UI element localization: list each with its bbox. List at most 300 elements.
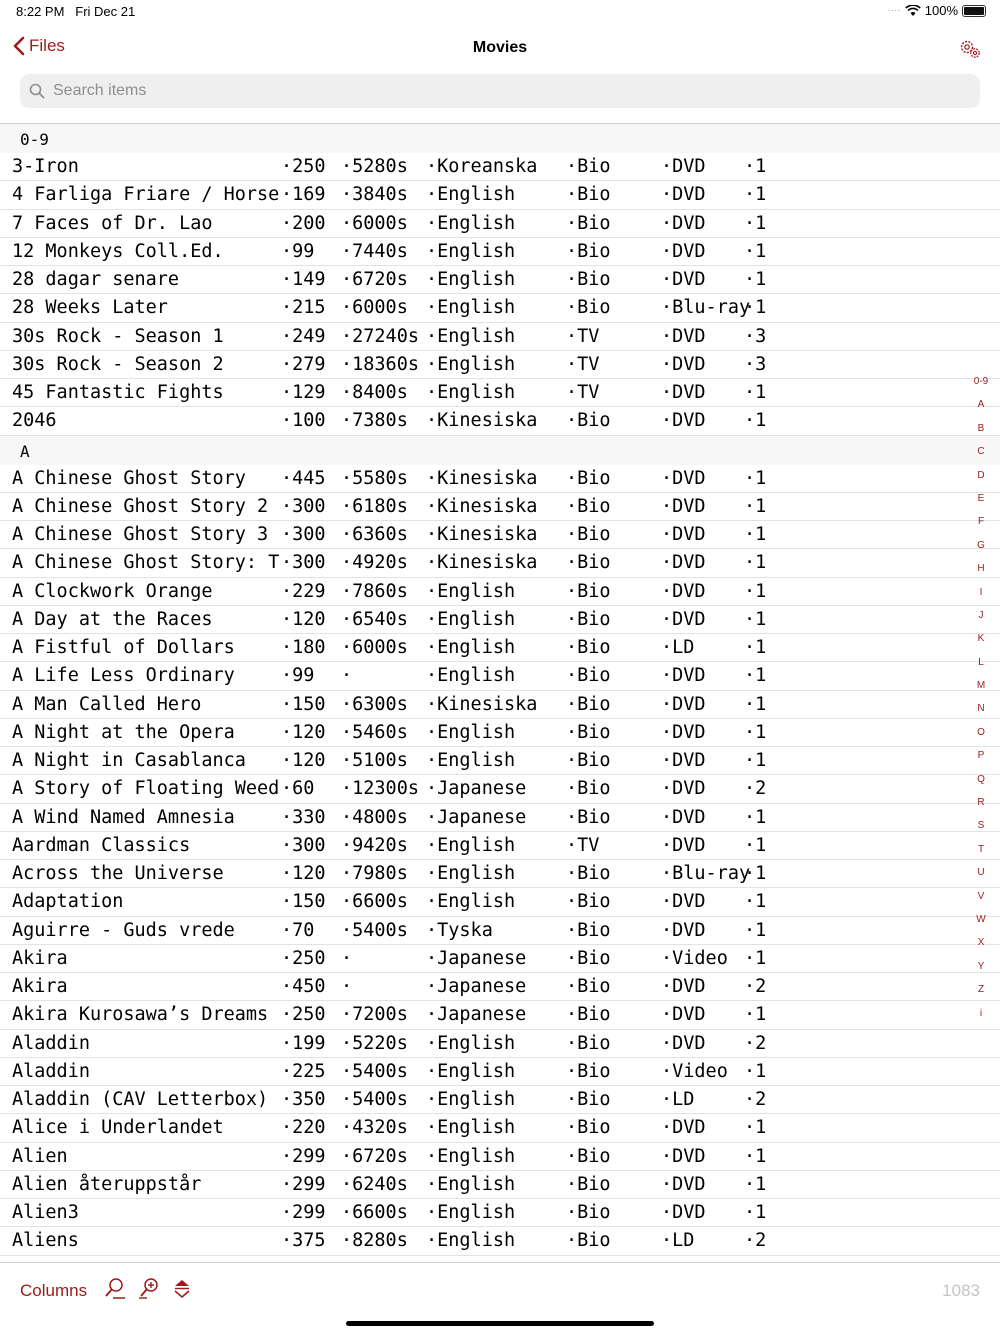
cell-length: ·8400s (341, 382, 408, 403)
cell-title: 2046 (12, 410, 57, 432)
cell-count: ·1 (744, 834, 767, 856)
cell-category: ·Bio (566, 693, 611, 715)
index-letter[interactable]: D (977, 469, 985, 481)
cell-language: ·English (426, 1173, 516, 1195)
cell-language: ·English (426, 665, 516, 687)
cell-count: ·1 (744, 693, 767, 715)
cell-category: ·Bio (566, 1117, 611, 1139)
cell-category: ·Bio (566, 580, 611, 602)
wifi-icon (905, 5, 921, 17)
cell-title: Akira Kurosawa’s Dreams (12, 1004, 269, 1026)
cell-price: ·225 (281, 1060, 326, 1082)
list-item[interactable] (0, 1001, 1000, 1029)
list-item[interactable] (0, 662, 1000, 690)
cell-count: ·1 (744, 382, 767, 403)
index-letter[interactable]: P (977, 750, 985, 762)
list-item[interactable] (0, 323, 1000, 351)
cell-category: ·Bio (566, 976, 611, 997)
list-item[interactable] (0, 407, 1000, 435)
cell-price: ·229 (281, 580, 326, 602)
cell-price: ·250 (281, 947, 326, 969)
cell-category: ·Bio (566, 665, 611, 687)
cell-format: ·DVD (661, 1004, 706, 1026)
index-letter[interactable]: Y (977, 960, 985, 972)
cell-title: Alien3 (12, 1202, 79, 1223)
cell-category: ·Bio (566, 750, 611, 771)
cell-count: ·2 (744, 1230, 767, 1252)
cell-format: ·DVD (661, 382, 706, 403)
cell-price: ·375 (281, 1230, 326, 1252)
cell-language: ·English (426, 382, 516, 403)
cell-format: ·DVD (661, 1173, 706, 1195)
cell-title: Aladdin (12, 1032, 90, 1054)
cell-language: ·English (426, 863, 516, 884)
cell-count: ·1 (744, 608, 767, 630)
cell-language: ·Koreanska (426, 156, 538, 177)
cell-length: ·5220s (341, 1032, 408, 1054)
list-item[interactable] (0, 832, 1000, 860)
list-item[interactable] (0, 775, 1000, 803)
cell-language: ·English (426, 1089, 516, 1110)
cell-format: ·DVD (661, 721, 706, 743)
cell-price: ·279 (281, 353, 326, 375)
index-letter[interactable]: Z (977, 984, 985, 996)
cell-title: Aardman Classics (12, 834, 191, 856)
cell-length: ·18360s (341, 353, 419, 375)
cell-category: ·TV (566, 325, 600, 347)
cell-title: A Story of Floating Weed (12, 778, 280, 800)
cell-format: ·DVD (661, 552, 706, 574)
cell-format: ·DVD (661, 1145, 706, 1167)
cell-length: ·4800s (341, 806, 408, 828)
cell-format: ·DVD (661, 156, 706, 177)
cell-language: ·Japanese (426, 1004, 527, 1026)
cell-count: ·2 (744, 976, 767, 997)
list-item[interactable] (0, 181, 1000, 209)
cell-title: 30s Rock - Season 2 (12, 353, 224, 375)
index-letter[interactable]: A (977, 399, 985, 411)
cell-count: ·1 (744, 721, 767, 743)
index-letter[interactable]: L (978, 656, 984, 668)
list-item[interactable] (0, 266, 1000, 294)
index-letter[interactable]: K (977, 633, 985, 645)
cell-title: A Fistful of Dollars (12, 637, 235, 658)
cell-price: ·150 (281, 891, 326, 913)
list-item[interactable] (0, 521, 1000, 549)
list-item[interactable] (0, 917, 1000, 945)
cell-length: ·5400s (341, 1060, 408, 1082)
cell-length: ·6000s (341, 297, 408, 319)
cell-price: ·199 (281, 1032, 326, 1054)
cell-category: ·Bio (566, 721, 611, 743)
cell-length: ·7860s (341, 580, 408, 602)
cell-category: ·Bio (566, 891, 611, 913)
cell-language: ·Tyska (426, 919, 493, 941)
cell-count: ·1 (744, 1060, 767, 1082)
cell-category: ·Bio (566, 184, 611, 206)
cell-count: ·1 (744, 1117, 767, 1139)
cell-language: ·English (426, 184, 516, 206)
cell-price: ·180 (281, 637, 326, 658)
list-item[interactable] (0, 1199, 1000, 1227)
status-bar (0, 0, 1000, 24)
home-indicator (346, 1321, 654, 1326)
cell-count: ·1 (744, 806, 767, 828)
cell-format: ·DVD (661, 524, 706, 545)
index-letter[interactable]: O (977, 726, 985, 738)
cell-count: ·1 (744, 297, 767, 319)
movie-list[interactable] (0, 124, 1000, 1262)
list-item[interactable] (0, 578, 1000, 606)
cell-category: ·Bio (566, 919, 611, 941)
cell-length: ·5280s (341, 156, 408, 177)
cell-title: Aguirre - Guds vrede (12, 919, 235, 941)
cell-count: ·2 (744, 1032, 767, 1054)
cell-count: ·1 (744, 552, 767, 574)
cell-title: A Night at the Opera (12, 721, 235, 743)
index-letter[interactable]: S (977, 820, 985, 832)
cell-category: ·Bio (566, 524, 611, 545)
cell-format: ·DVD (661, 495, 706, 517)
cell-length: ·7980s (341, 863, 408, 884)
cell-title: Aladdin (12, 1060, 90, 1082)
cell-title: A Man Called Hero (12, 693, 202, 715)
list-item[interactable] (0, 945, 1000, 973)
index-letter[interactable]: E (977, 492, 985, 504)
sort-button[interactable] (171, 1277, 193, 1306)
cell-length: ·3840s (341, 184, 408, 206)
cell-price: ·445 (281, 467, 326, 489)
cell-count: ·1 (744, 240, 767, 262)
cell-length: ·6600s (341, 891, 408, 913)
cell-length: ·8280s (341, 1230, 408, 1252)
index-letter[interactable]: F (977, 516, 985, 528)
cell-language: ·Kinesiska (426, 467, 538, 489)
cell-price: ·120 (281, 721, 326, 743)
cell-title: A Chinese Ghost Story 3 (12, 524, 269, 545)
cell-title: 12 Monkeys Coll.Ed. (12, 240, 224, 262)
cell-count: ·2 (744, 778, 767, 800)
cell-language: ·Kinesiska (426, 552, 538, 574)
index-letter[interactable]: N (977, 703, 985, 715)
cell-length: ·6000s (341, 212, 408, 234)
search-bar[interactable] (20, 74, 980, 108)
list-item[interactable] (0, 153, 1000, 181)
cell-format: ·Blu-ray (661, 297, 751, 319)
cell-length: ·7440s (341, 240, 408, 262)
cell-count: ·1 (744, 212, 767, 234)
cell-format: ·DVD (661, 608, 706, 630)
cellular-icon: ···· (887, 5, 901, 16)
cell-category: ·Bio (566, 212, 611, 234)
cell-format: ·DVD (661, 665, 706, 687)
index-letter[interactable]: X (977, 937, 985, 949)
cell-price: ·249 (281, 325, 326, 347)
cell-category: ·Bio (566, 240, 611, 262)
cell-title: Aliens (12, 1230, 79, 1252)
cell-length: ·7200s (341, 1004, 408, 1026)
list-item[interactable] (0, 634, 1000, 662)
list-item[interactable] (0, 1030, 1000, 1058)
index-letter[interactable]: Q (977, 773, 985, 785)
index-letter[interactable]: I (979, 586, 983, 598)
cell-title: A Day at the Races (12, 608, 213, 630)
cell-format: ·DVD (661, 693, 706, 715)
cell-count: ·3 (744, 325, 767, 347)
cell-title: Aladdin (CAV Letterbox) (12, 1089, 269, 1110)
cell-length: ·6720s (341, 1145, 408, 1167)
cell-category: ·Bio (566, 863, 611, 884)
cell-count: ·1 (744, 1202, 767, 1223)
cell-language: ·English (426, 608, 516, 630)
cell-category: ·Bio (566, 269, 611, 290)
index-letter[interactable]: 0-9 (973, 376, 989, 387)
index-letter[interactable]: T (977, 843, 985, 855)
status-right (887, 3, 986, 18)
cell-title: Alien (12, 1145, 68, 1167)
add-search-button[interactable] (137, 1277, 161, 1306)
cell-price: ·99 (281, 665, 315, 687)
list-item[interactable] (0, 1086, 1000, 1114)
section-index[interactable] (966, 370, 996, 1025)
page-title: Movies (472, 39, 528, 56)
cell-format: ·DVD (661, 325, 706, 347)
cell-length: ·6600s (341, 1202, 408, 1223)
index-letter[interactable]: U (977, 867, 985, 879)
search-input[interactable] (51, 81, 955, 101)
list-item[interactable] (0, 860, 1000, 888)
list-item[interactable] (0, 1227, 1000, 1255)
cell-format: ·DVD (661, 353, 706, 375)
index-letter[interactable]: M (976, 680, 986, 692)
cell-price: ·120 (281, 750, 326, 771)
back-label: Files (29, 36, 65, 55)
cell-format: ·DVD (661, 806, 706, 828)
index-letter[interactable]: W (976, 913, 986, 925)
cell-language: ·English (426, 1230, 516, 1252)
cell-price: ·129 (281, 382, 326, 403)
cell-count: ·1 (744, 637, 767, 658)
status-time: 8:22 PM Fri Dec 21 (16, 4, 136, 19)
cell-format: ·DVD (661, 834, 706, 856)
cell-count: ·1 (744, 410, 767, 432)
index-letter[interactable]: V (977, 890, 985, 902)
index-letter[interactable]: R (977, 797, 985, 809)
cell-count: ·1 (744, 184, 767, 206)
index-letter[interactable]: i (979, 1007, 983, 1019)
cell-length: ·6720s (341, 269, 408, 290)
cell-price: ·250 (281, 1004, 326, 1026)
cell-title: 4 Farliga Friare / Horse (12, 184, 280, 206)
cell-category: ·Bio (566, 608, 611, 630)
list-item[interactable] (0, 1058, 1000, 1086)
cell-length: ·5400s (341, 919, 408, 941)
cell-title: A Night in Casablanca (12, 750, 246, 771)
cell-price: ·299 (281, 1173, 326, 1195)
cell-language: ·English (426, 212, 516, 234)
cell-count: ·1 (744, 891, 767, 913)
cell-length: ·6180s (341, 495, 408, 517)
cell-price: ·60 (281, 778, 315, 800)
settings-button[interactable] (958, 38, 982, 65)
cell-length: ·27240s (341, 325, 419, 347)
search-icon (29, 83, 45, 99)
cell-category: ·Bio (566, 806, 611, 828)
cell-price: ·299 (281, 1202, 326, 1223)
cell-price: ·250 (281, 156, 326, 177)
list-item[interactable] (0, 238, 1000, 266)
cell-title: A Life Less Ordinary (12, 665, 235, 687)
cell-length: ·6300s (341, 693, 408, 715)
search-person-icon (103, 1277, 127, 1301)
cell-length: ·6360s (341, 524, 408, 545)
cell-category: ·Bio (566, 637, 611, 658)
list-item[interactable] (0, 606, 1000, 634)
cell-category: ·Bio (566, 947, 611, 969)
cell-length: ·5400s (341, 1089, 408, 1110)
list-item[interactable] (0, 493, 1000, 521)
cell-count: ·1 (744, 1173, 767, 1195)
cell-category: ·Bio (566, 467, 611, 489)
index-letter[interactable]: H (977, 563, 985, 575)
list-item[interactable] (0, 351, 1000, 379)
cell-title: 45 Fantastic Fights (12, 382, 224, 403)
list-item[interactable] (0, 549, 1000, 577)
list-item[interactable] (0, 888, 1000, 916)
cell-language: ·Kinesiska (426, 524, 538, 545)
cell-format: ·LD (661, 1230, 695, 1252)
cell-language: ·English (426, 1145, 516, 1167)
cell-price: ·450 (281, 976, 326, 997)
cell-language: ·English (426, 240, 516, 262)
section-header: A (0, 436, 1000, 465)
cell-format: ·DVD (661, 891, 706, 913)
list-item[interactable] (0, 719, 1000, 747)
cell-count: ·1 (744, 947, 767, 969)
cell-length: · (341, 947, 353, 969)
cell-format: ·DVD (661, 1202, 706, 1223)
cell-category: ·Bio (566, 552, 611, 574)
cell-format: ·Blu-ray (661, 863, 751, 884)
cell-category: ·Bio (566, 410, 611, 432)
cell-language: ·English (426, 580, 516, 602)
section-header: 0-9 (0, 124, 1000, 153)
list-item[interactable] (0, 747, 1000, 775)
list-item[interactable] (0, 804, 1000, 832)
cell-length: ·9420s (341, 834, 408, 856)
index-letter[interactable]: J (978, 609, 984, 621)
search-plus-icon (137, 1277, 161, 1301)
list-item[interactable] (0, 210, 1000, 238)
cell-format: ·DVD (661, 1117, 706, 1139)
cell-title: A Chinese Ghost Story (12, 467, 246, 489)
cell-count: ·1 (744, 919, 767, 941)
list-item[interactable] (0, 1114, 1000, 1142)
cell-category: ·Bio (566, 1032, 611, 1054)
cell-language: ·English (426, 1032, 516, 1054)
cell-count: ·1 (744, 863, 767, 884)
cell-format: ·DVD (661, 467, 706, 489)
list-item[interactable] (0, 1171, 1000, 1199)
cell-language: ·Japanese (426, 976, 527, 997)
nav-bar (0, 28, 1000, 70)
item-count: 1083 (942, 1281, 980, 1300)
cell-format: ·DVD (661, 750, 706, 771)
cell-format: ·DVD (661, 410, 706, 432)
cell-language: ·English (426, 1202, 516, 1223)
cell-price: ·300 (281, 495, 326, 517)
cell-category: ·TV (566, 353, 600, 375)
cell-format: ·DVD (661, 919, 706, 941)
cell-price: ·299 (281, 1145, 326, 1167)
cell-length: ·4320s (341, 1117, 408, 1139)
search-person-button[interactable] (103, 1277, 127, 1306)
cell-category: ·Bio (566, 778, 611, 800)
cell-language: ·English (426, 297, 516, 319)
list-item[interactable] (0, 379, 1000, 407)
cell-language: ·Japanese (426, 806, 527, 828)
cell-language: ·English (426, 637, 516, 658)
cell-price: ·215 (281, 297, 326, 319)
cell-length: ·6240s (341, 1173, 408, 1195)
cell-count: ·1 (744, 524, 767, 545)
cell-length: ·5460s (341, 721, 408, 743)
cell-price: ·150 (281, 693, 326, 715)
sort-icon (171, 1277, 193, 1301)
cell-format: ·DVD (661, 269, 706, 290)
cell-title: 30s Rock - Season 1 (12, 325, 224, 347)
index-letter[interactable]: B (977, 422, 985, 434)
cell-category: ·TV (566, 834, 600, 856)
index-letter[interactable]: G (977, 539, 985, 551)
cell-format: ·DVD (661, 580, 706, 602)
columns-button[interactable]: Columns (20, 1281, 88, 1300)
battery-icon (962, 5, 986, 17)
index-letter[interactable]: C (977, 446, 985, 458)
cell-format: ·DVD (661, 976, 706, 997)
cell-length: ·12300s (341, 778, 419, 800)
cell-price: ·300 (281, 834, 326, 856)
cell-title: Adaptation (12, 891, 124, 913)
list-item[interactable] (0, 1143, 1000, 1171)
cell-format: ·DVD (661, 778, 706, 800)
cell-price: ·330 (281, 806, 326, 828)
cell-title: A Wind Named Amnesia (12, 806, 235, 828)
cell-title: 28 dagar senare (12, 269, 180, 290)
cell-format: ·LD (661, 637, 695, 658)
list-item[interactable] (0, 973, 1000, 1001)
cell-count: ·1 (744, 269, 767, 290)
cell-format: ·DVD (661, 240, 706, 262)
cell-title: 3-Iron (12, 156, 79, 177)
cell-price: ·99 (281, 240, 315, 262)
cell-count: ·1 (744, 1004, 767, 1026)
list-item[interactable] (0, 691, 1000, 719)
cell-category: ·Bio (566, 1230, 611, 1252)
cell-language: ·Japanese (426, 947, 527, 969)
list-item[interactable] (0, 465, 1000, 493)
cell-language: ·English (426, 750, 516, 771)
cell-count: ·1 (744, 467, 767, 489)
cell-language: ·English (426, 721, 516, 743)
cell-price: ·300 (281, 552, 326, 574)
cell-title: Across the Universe (12, 863, 224, 884)
cell-price: ·70 (281, 919, 315, 941)
cell-count: ·1 (744, 580, 767, 602)
cell-category: ·Bio (566, 297, 611, 319)
cell-price: ·120 (281, 863, 326, 884)
list-item[interactable] (0, 294, 1000, 322)
